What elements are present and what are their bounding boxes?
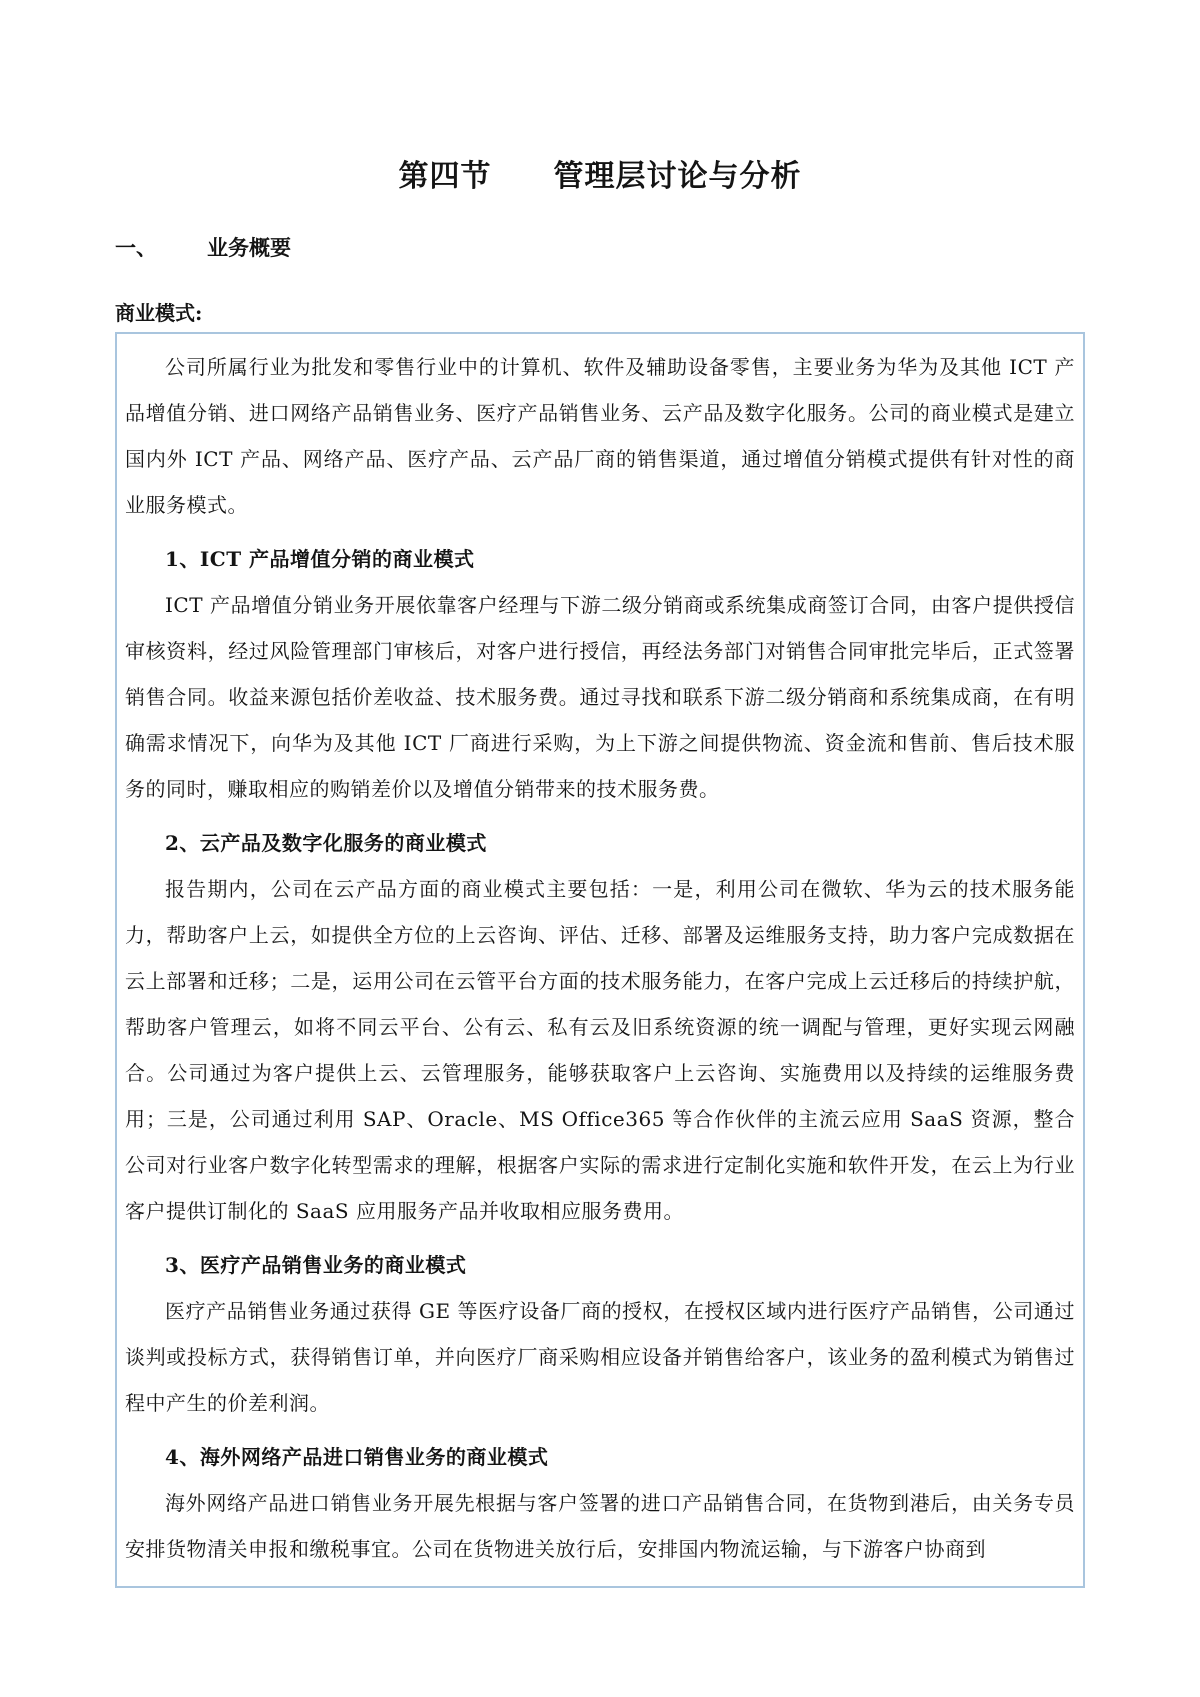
section-title: 业务概要 [207, 235, 291, 260]
body-paragraph: 医疗产品销售业务通过获得 GE 等医疗设备厂商的授权，在授权区域内进行医疗产品销售，公司通过谈判或投标方式，获得销售订单，并向医疗厂商采购相应设备并销售给客户，该业务的盈利模式为销售过程中产生的价差利润。 [125, 1299, 1075, 1415]
section-heading [115, 236, 1085, 260]
sub-heading-3: 3、医疗产品销售业务的商业模式 [165, 1253, 467, 1277]
body-paragraph: 海外网络产品进口销售业务开展先根据与客户签署的进口产品销售合同，在货物到港后，由关务专员安排货物清关申报和缴税事宜。公司在货物进关放行后，安排国内物流运输，与下游客户协商到 [125, 1491, 1075, 1561]
section-number: 一、 [115, 235, 157, 260]
page-title: 第四节 管理层讨论与分析 [398, 160, 802, 193]
body-paragraph: 公司所属行业为批发和零售行业中的计算机、软件及辅助设备零售，主要业务为华为及其他 ICT 产品增值分销、进口网络产品销售业务、医疗产品销售业务、云产品及数字化服务。公司的商业模式是建立国内外 ICT 产品、网络产品、医疗产品、云产品厂商的销售渠道，通过增值分销模式提供有针对性的商业服务模式。 [125, 355, 1075, 517]
sub-heading-4: 4、海外网络产品进口销售业务的商业模式 [165, 1445, 549, 1469]
sub-heading-1: 1、ICT 产品增值分销的商业模式 [165, 547, 475, 571]
business-model-label: 商业模式: [115, 301, 203, 325]
body-paragraph: ICT 产品增值分销业务开展依靠客户经理与下游二级分销商或系统集成商签订合同，由客户提供授信审核资料，经过风险管理部门审核后，对客户进行授信，再经法务部门对销售合同审批完毕后，正式签署销售合同。收益来源包括价差收益、技术服务费。通过寻找和联系下游二级分销商和系统集成商，在有明确需求情况下，向华为及其他 ICT 厂商进行采购，为上下游之间提供物流、资金流和售前、售后技术服务的同时，赚取相应的购销差价以及增值分销带来的技术服务费。 [125, 593, 1075, 801]
business-model-content-box [115, 332, 1085, 1588]
body-paragraph: 报告期内，公司在云产品方面的商业模式主要包括：一是，利用公司在微软、华为云的技术服务能力，帮助客户上云，如提供全方位的上云咨询、评估、迁移、部署及运维服务支持，助力客户完成数据在云上部署和迁移；二是，运用公司在云管平台方面的技术服务能力，在客户完成上云迁移后的持续护航，帮助客户管理云，如将不同云平台、公有云、私有云及旧系统资源的统一调配与管理，更好实现云网融合。公司通过为客户提供上云、云管理服务，能够获取客户上云咨询、实施费用以及持续的运维服务费用；三是，公司通过利用 SAP、Oracle、MS Office365 等合作伙伴的主流云应用 SaaS 资源，整合公司对行业客户数字化转型需求的理解，根据客户实际的需求进行定制化实施和软件开发，在云上为行业客户提供订制化的 SaaS 应用服务产品并收取相应服务费用。 [125, 877, 1075, 1223]
sub-heading-2: 2、云产品及数字化服务的商业模式 [165, 831, 487, 855]
